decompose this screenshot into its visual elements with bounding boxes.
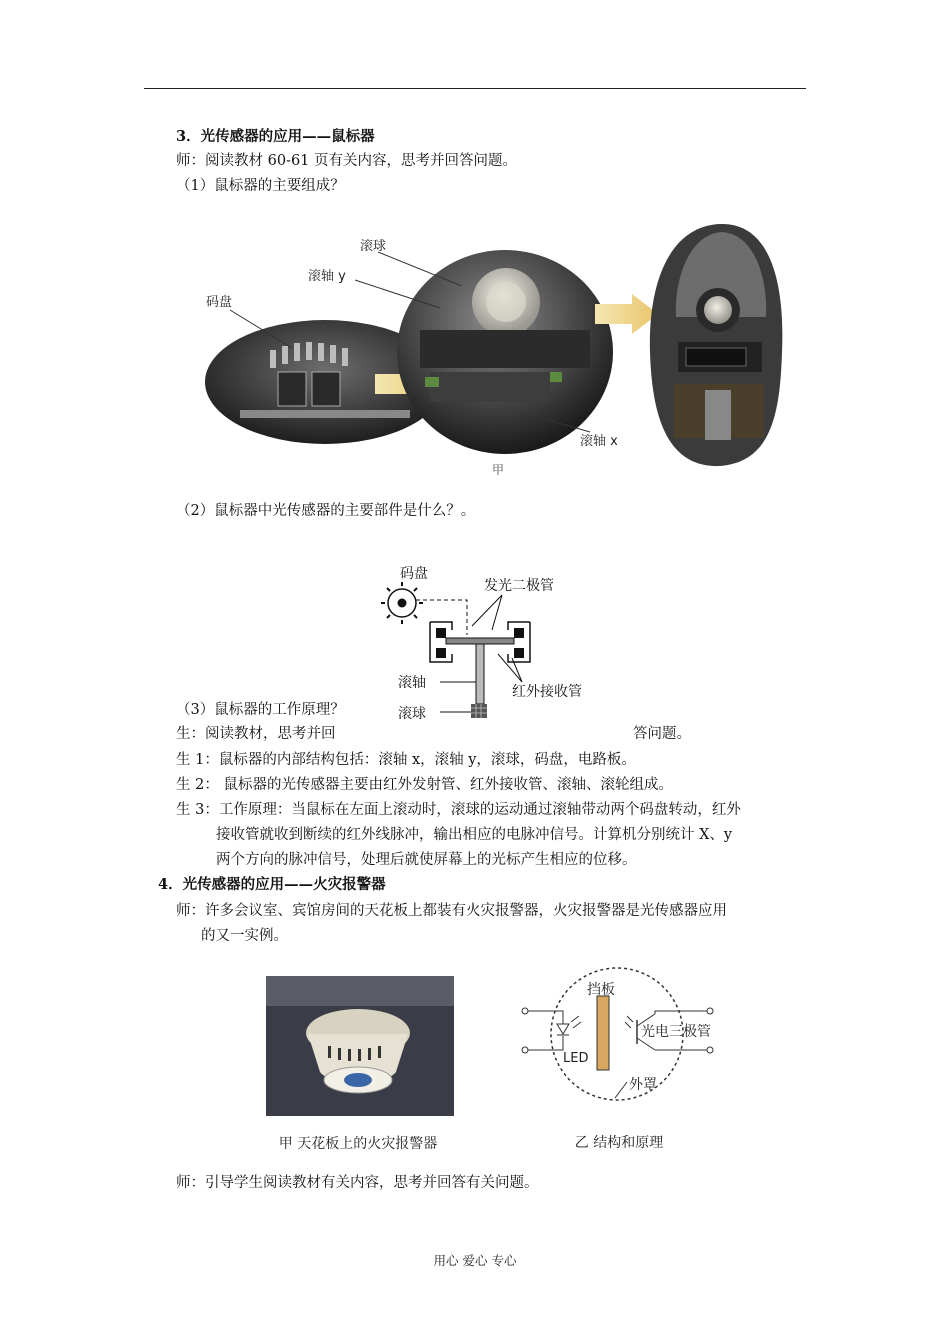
diagram-label-led: 发光二极管 [484,578,554,594]
teacher-line-2: 的又一实例。 [201,928,288,944]
label-ball: 滚球 [360,239,387,254]
student-3-line-1: 生 3：工作原理：当鼠标在左面上滚动时，滚球的运动通过滚轴带动两个码盘转动，红外 [176,802,741,818]
diagram-label-axis: 滚轴 [398,675,426,691]
section4-heading: 4．光传感器的应用——火灾报警器 [158,876,386,893]
fire-alarm-structure-figure [503,958,735,1156]
section3-heading: 3．光传感器的应用——鼠标器 [176,128,375,145]
teacher-line-1: 师：许多会议室、宾馆房间的天花板上都装有火灾报警器，火灾报警器是光传感器应用 [176,903,727,919]
figure-1-caption: 甲 [492,463,505,477]
label-code-disk: 码盘 [206,295,233,310]
mouse-internals-figure [200,222,790,487]
page-footer: 用心 爱心 专心 [433,1253,517,1268]
label-led: LED [563,1051,589,1066]
label-axis-x: 滚轴 x [580,434,618,449]
student-3-line-3: 两个方向的脉冲信号，处理后就使屏幕上的光标产生相应的位移。 [216,852,637,868]
fire-alarm-caption: 甲 天花板上的火灾报警器 [278,1136,438,1152]
fire-alarm-photo-figure [250,968,465,1158]
question-1: （1）鼠标器的主要组成？ [176,178,345,194]
code-disk-icon [381,582,423,624]
label-cover: 外罩 [629,1077,657,1093]
fire-alarm-structure-diagram [503,958,735,1156]
optical-sensor-schematic [372,560,612,735]
label-baffle: 挡板 [587,982,615,998]
teacher-prompt: 师：阅读教材 60-61 页有关内容，思考并回答问题。 [176,153,518,169]
student-2-answer: 生 2： 鼠标器的光传感器主要由红外发射管、红外接收管、滚轴、滚轮组成。 [176,777,673,793]
question-2: （2）鼠标器中光传感器的主要部件是什么？。 [176,503,476,519]
teacher-guide: 师：引导学生阅读教材有关内容，思考并回答有关问题。 [176,1175,539,1191]
label-phototransistor: 光电三极管 [641,1024,711,1040]
student-intro-a: 生：阅读教材，思考并回 [176,726,336,742]
diagram-label-code-disk: 码盘 [400,566,428,582]
student-intro-b: 答问题。 [633,726,691,742]
header-rule [144,88,806,89]
diagram-label-receiver: 红外接收管 [512,684,582,700]
mouse-internals-illustration [200,222,790,487]
optical-sensor-diagram [372,560,612,735]
structure-caption: 乙 结构和原理 [574,1135,664,1151]
student-3-line-2: 接收管就收到断续的红外线脉冲，输出相应的电脉冲信号。计算机分别统计 X、y [216,827,733,843]
diagram-label-ball: 滚球 [398,706,426,722]
fire-alarm-photo [250,968,465,1158]
led-icon [557,1024,569,1034]
student-1-answer: 生 1：鼠标器的内部结构包括：滚轴 x，滚轴 y，滚球，码盘，电路板。 [176,752,636,768]
question-3: （3）鼠标器的工作原理？ [176,702,345,718]
label-axis-y: 滚轴 y [308,269,346,284]
